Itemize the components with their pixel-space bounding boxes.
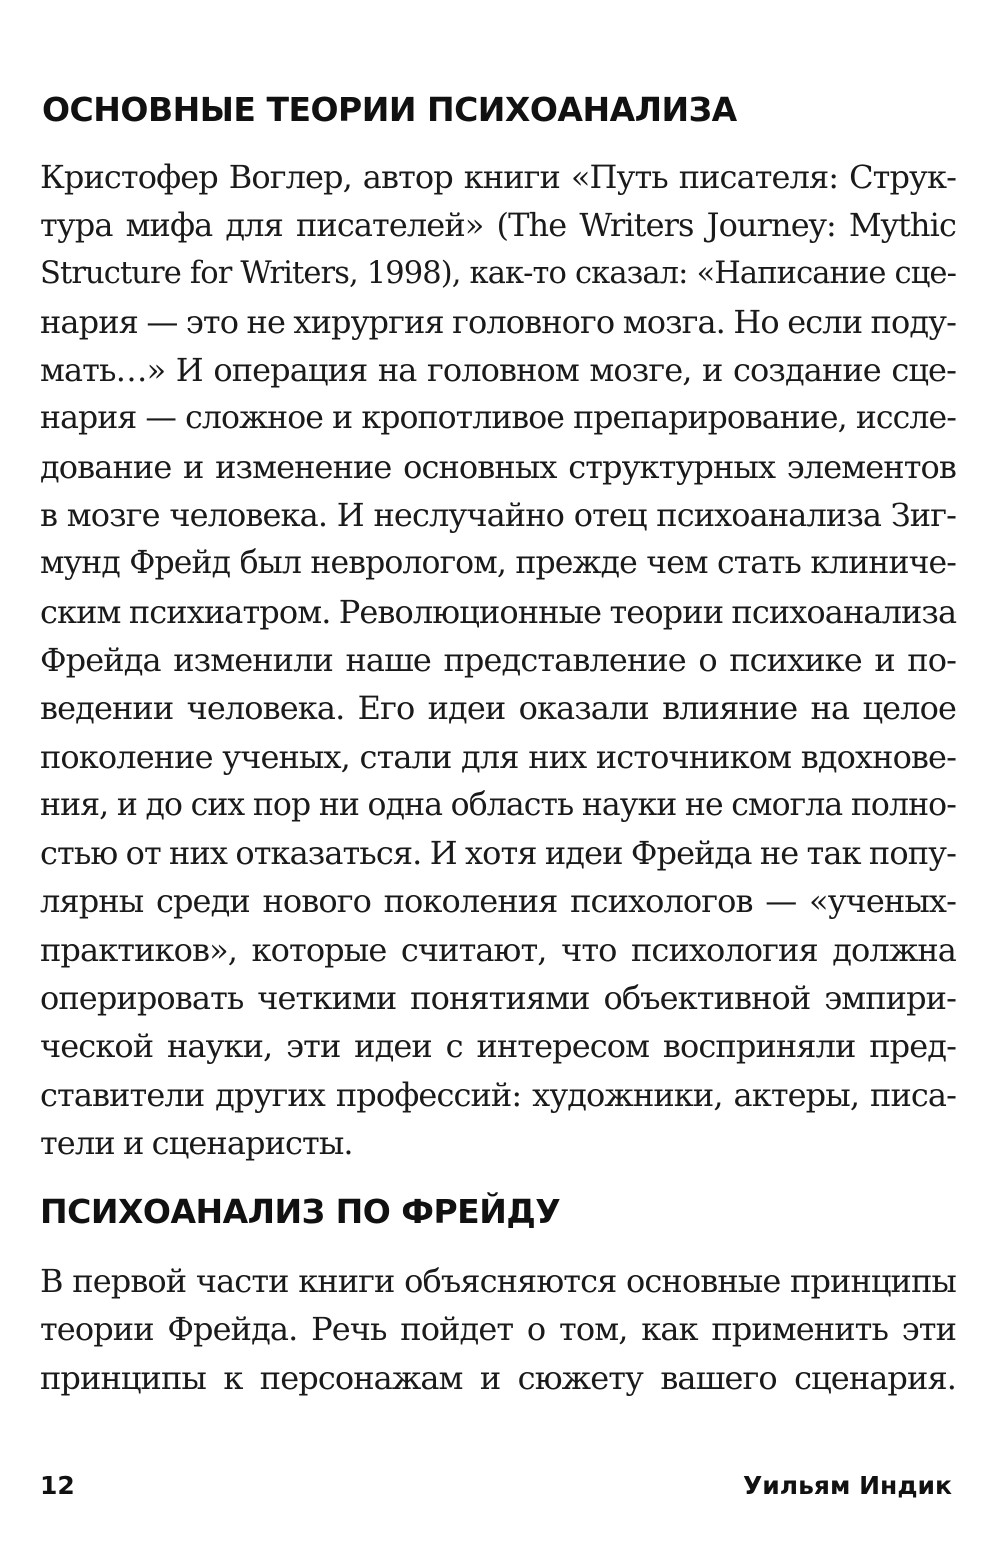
paragraph-line: поколение ученых, стали для них источником вдохнове-	[40, 737, 956, 776]
paragraph-line: нария — это не хирургия головного мозга. Но если поду-	[40, 302, 956, 341]
paragraph-line: в мозге человека. И неслучайно отец психоанализа Зиг-	[40, 496, 956, 535]
paragraph-line: Кристофер Воглер, автор книги «Путь писателя: Струк-	[40, 158, 956, 196]
paragraph-line: лярны среди нового поколения психологов — «ученых-	[40, 882, 956, 921]
page-number: 12	[40, 1471, 75, 1500]
paragraph-freud-psychoanalysis	[40, 1257, 956, 1402]
paragraph-line: ния, и до сих пор ни одна область науки не смогла полно-	[40, 786, 956, 823]
paragraph-line: оперировать четкими понятиями объективной эмпири-	[40, 979, 956, 1018]
paragraph-line: мать…» И операция на головном мозге, и создание сце-	[40, 351, 956, 390]
paragraph-line: принципы к персонажам и сюжету вашего сценария.	[40, 1358, 956, 1397]
paragraph-line: ведении человека. Его идеи оказали влияние на целое	[40, 689, 956, 728]
paragraph-line: Фрейда изменили наше представление о психике и по-	[40, 640, 956, 679]
paragraph-line: ставители других профессий: художники, актеры, писа-	[40, 1075, 956, 1114]
paragraph-line: практиков», которые считают, что психология должна	[40, 930, 956, 969]
paragraph-line: ческой науки, эти идеи с интересом восприняли пред-	[40, 1027, 956, 1066]
paragraph-main-theories	[40, 153, 956, 1167]
paragraph-line: теории Фрейда. Речь пойдет о том, как применить эти	[40, 1310, 956, 1349]
section-heading-main-theories: ОСНОВНЫЕ ТЕОРИИ ПСИХОАНАЛИЗА	[42, 90, 737, 129]
paragraph-line: мунд Фрейд был неврологом, прежде чем стать клиниче-	[40, 545, 956, 582]
paragraph-line: стью от них отказаться. И хотя идеи Фрейда не так попу-	[40, 834, 956, 873]
paragraph-line: тура мифа для писателей» (The Writers Journey: Mythic	[40, 206, 956, 245]
section-heading-freud-psychoanalysis: ПСИХОАНАЛИЗ ПО ФРЕЙДУ	[40, 1192, 561, 1231]
running-footer-author: Уильям Индик	[743, 1471, 952, 1500]
paragraph-line: ским психиатром. Революционные теории психоанализа	[40, 592, 957, 631]
paragraph-line: В первой части книги объясняются основные принципы	[40, 1262, 956, 1300]
paragraph-line: тели и сценаристы.	[40, 1123, 353, 1162]
paragraph-line: дование и изменение основных структурных элементов	[40, 447, 956, 486]
paragraph-line: нария — сложное и кропотливое препарирование, иссле-	[40, 400, 956, 437]
paragraph-line: Structure for Writers, 1998), как-то сказал: «Написание сце-	[40, 255, 956, 291]
